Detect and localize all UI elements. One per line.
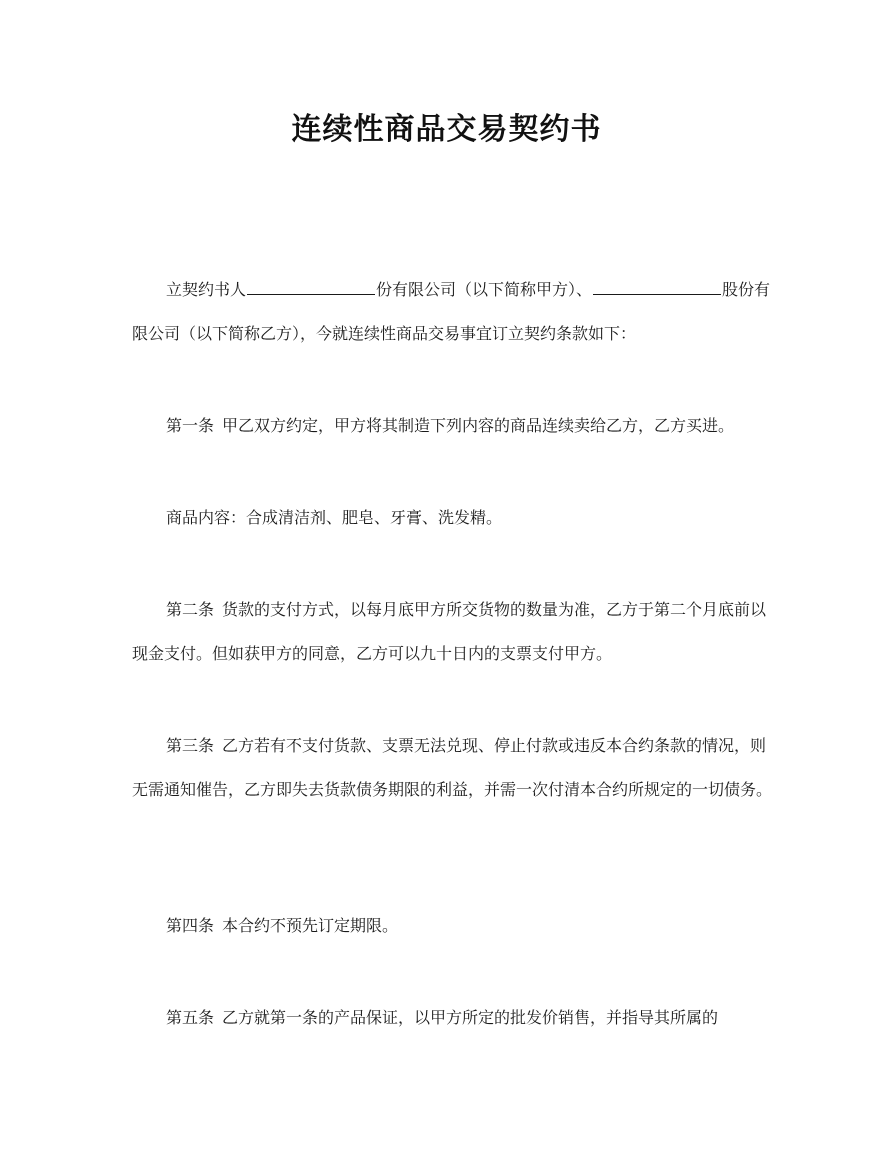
article-1-text: 甲乙双方约定，甲方将其制造下列内容的商品连续卖给乙方，乙方买进。: [222, 416, 735, 435]
article-2-text: 货款的支付方式，以每月底甲方所交货物的数量为准，乙方于第二个月底前以现金支付。但如获甲方的同意，乙方可以九十日内的支票支付甲方。: [132, 600, 767, 663]
article-4: [132, 904, 772, 948]
article-5-text: 乙方就第一条的产品保证，以甲方所定的批发价销售，并指导其所属的: [222, 1008, 719, 1027]
intro-text-2: 份有限公司（以下简称甲方）、: [376, 280, 593, 299]
article-5-number: 第五条: [166, 1008, 215, 1027]
party-a-blank: [247, 278, 375, 295]
party-b-blank: [593, 278, 721, 295]
intro-paragraph: [132, 268, 772, 356]
article-5: [132, 996, 772, 1040]
article-1-number: 第一条: [166, 416, 215, 435]
document-title: 连续性商品交易契约书: [291, 112, 602, 147]
article-2-number: 第二条: [166, 600, 215, 619]
article-3-text: 乙方若有不支付货款、支票无法兑现、停止付款或违反本合约条款的情况，则无需通知催告，乙方即失去货款债务期限的利益，并需一次付清本合约所规定的一切债务。: [132, 736, 773, 799]
article-2: [132, 588, 772, 676]
article-1: [132, 404, 772, 448]
article-3-number: 第三条: [166, 736, 215, 755]
intro-text-3: 股份有限公司（以下简称乙方），今就连续性商品交易事宜订立契约条款如下：: [132, 280, 771, 343]
goods-paragraph: [132, 496, 772, 540]
article-3: [132, 724, 772, 812]
intro-text-1: 立契约书人: [166, 280, 247, 299]
article-4-text: 本合约不预先订定期限。: [222, 916, 399, 935]
goods-text: 商品内容：合成清洁剂、肥皂、牙膏、洗发精。: [166, 508, 503, 527]
article-4-number: 第四条: [166, 916, 215, 935]
